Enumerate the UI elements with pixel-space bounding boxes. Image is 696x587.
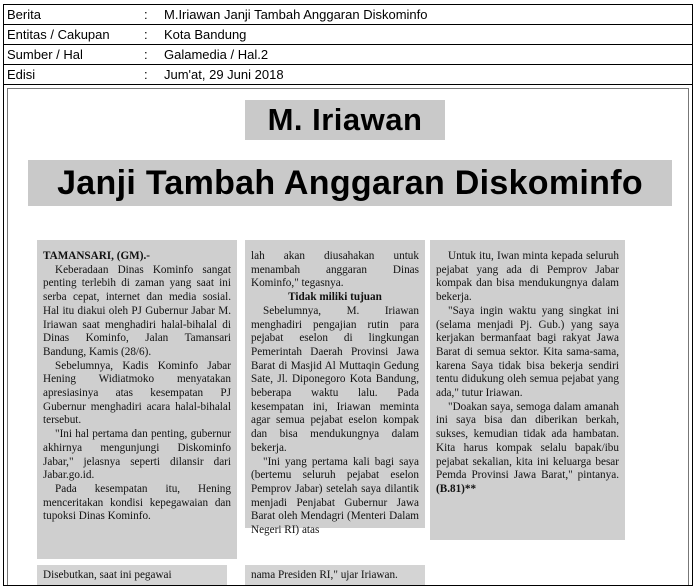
paragraph: "Saya ingin waktu yang singkat ini (selama menjadi Pj. Gub.) yang saya kerjakan bermanfaat bagi rakyat Jawa Barat di semua sektor. Kita sama-sama, karena Saya tidak bisa bekerja sendiri tentu didukung oleh semua pejabat yang ada," tutur Iriawan. [436, 304, 619, 400]
paragraph: "Ini yang pertama kali bagi saya (bertemu seluruh pejabat eselon Pemprov Jabar) setelah saya dilantik menjadi Penjabat Gubernur Jawa Barat oleh Mendagri (Menteri Dalam Negeri RI) atas [251, 455, 419, 537]
article-next-fragment-1: Disebutkan, saat ini pegawai [37, 565, 227, 586]
headline-kicker: M. Iriawan [245, 100, 445, 140]
paragraph: Pada kesempatan itu, Hening menceritakan kondisi kepegawaian dan tupoksi Dinas Kominfo. [43, 482, 231, 523]
meta-row-edisi [4, 65, 692, 85]
paragraph: Sebelumnya, Kadis Kominfo Jabar Hening Widiatmoko menyatakan apresiasinya atas kesempatan PJ Gubernur menghadiri acara halal-bihalal tersebut. [43, 359, 231, 427]
dateline: TAMANSARI, (GM).- [43, 250, 150, 262]
article-column-1 [37, 240, 237, 559]
subheading: Tidak miliki tujuan [288, 291, 382, 304]
meta-separator: : [144, 7, 148, 22]
newspaper-clipping [3, 84, 693, 586]
paragraph-text: "Doakan saya, semoga dalam amanah ini saya bisa dan diberikan berkah, sukses, kemudian tidak ada hambatan. Kita harus kompak selalu bapak/ibu pejabat sekalian, kita ini keluarga besar Pemda Provinsi Jawa Barat," pintanya. [436, 400, 619, 482]
headline-title: Janji Tambah Anggaran Diskominfo [28, 160, 672, 206]
paragraph: "Ini hal pertama dan penting, gubernur akhirnya mengunjungi Diskominfo Jabar," jelasnya seperti dilansir dari Jabar.go.id. [43, 428, 231, 482]
meta-key: Sumber / Hal [7, 47, 83, 62]
meta-value: Jum'at, 29 Juni 2018 [164, 67, 284, 82]
meta-row-berita [4, 5, 692, 25]
paragraph: Keberadaan Dinas Kominfo sangat penting terlebih di zaman yang saat ini serba cepat, internet dan media sosial. Hal itu diakui oleh PJ Gubernur Jabar M. Iriawan saat menghadiri halal-bihalal di Dinas Kominfo, Jalan Tamansari Bandung, Kamis (28/6). [43, 263, 231, 358]
meta-key: Entitas / Cakupan [7, 27, 110, 42]
article-column-3 [430, 240, 625, 540]
meta-key: Berita [7, 7, 41, 22]
meta-row-entitas [4, 25, 692, 45]
meta-row-sumber [4, 45, 692, 65]
meta-value: Kota Bandung [164, 27, 247, 42]
paragraph: Untuk itu, Iwan minta kepada seluruh pejabat yang ada di Pemprov Jabar kompak dan bisa mendukungnya dalam bekerja. [436, 250, 619, 304]
paragraph-continued: lah akan diusahakan untuk menambah anggaran Dinas Kominfo," tegasnya. [251, 250, 419, 290]
meta-key: Edisi [7, 67, 36, 82]
metadata-table [3, 4, 693, 85]
meta-value: Galamedia / Hal.2 [164, 47, 269, 62]
meta-separator: : [144, 27, 148, 42]
paragraph: Sebelumnya, M. Iriawan menghadiri pengajian rutin para pejabat eselon di lingkungan Pemerintah Daerah Provinsi Jawa Barat di Masjid Al Muttaqin Gedung Sate, Jl. Diponegoro Kota Bandung, beberapa waktu lalu. Pada kesempatan ini, Iriawan meminta agar semua pejabat eselon kompak dan bisa mendukungnya dalam bekerja. [251, 304, 419, 454]
article-next-fragment-2: nama Presiden RI," ujar Iriawan. [245, 565, 425, 586]
meta-value: M.Iriawan Janji Tambah Anggaran Diskominfo [164, 7, 428, 22]
meta-separator: : [144, 47, 148, 62]
paragraph [436, 401, 619, 497]
article-column-2 [245, 240, 425, 537]
author-signature: (B.81)** [436, 482, 477, 495]
meta-separator: : [144, 67, 148, 82]
